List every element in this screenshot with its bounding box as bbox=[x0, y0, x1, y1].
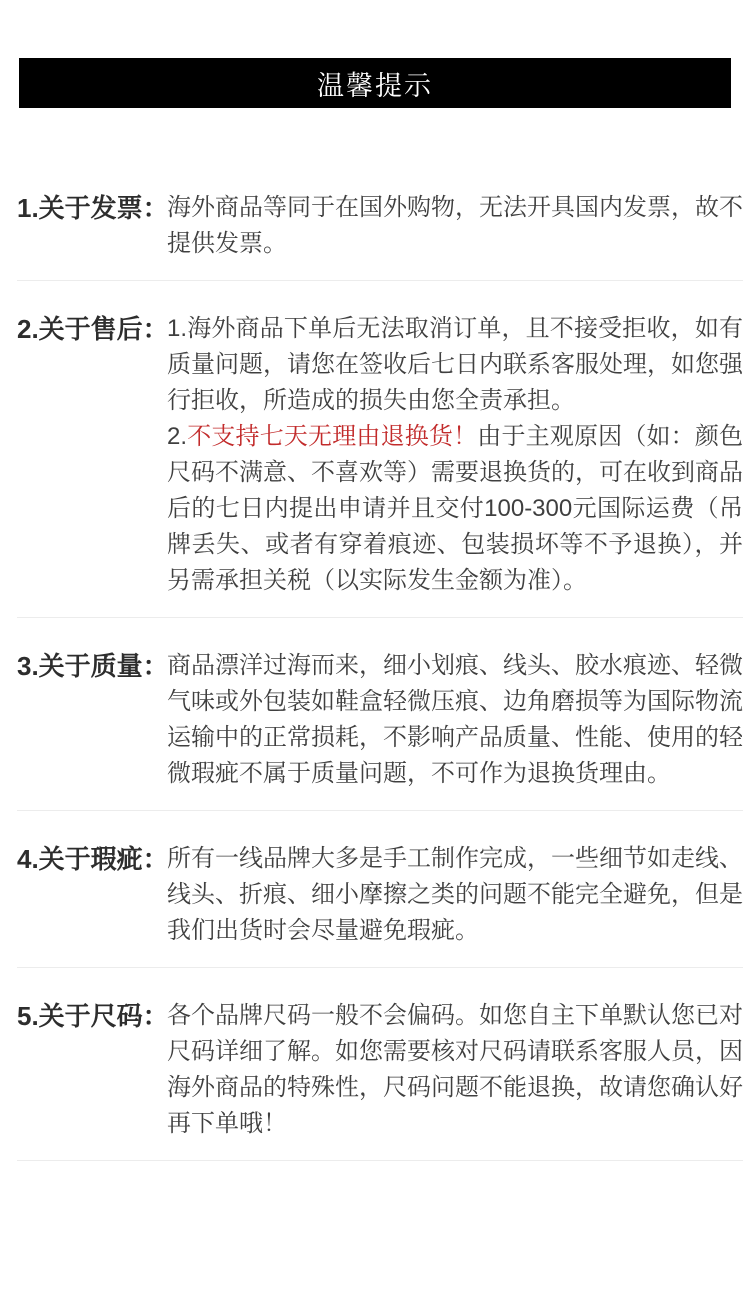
notice-section bbox=[17, 190, 743, 281]
section-label: 3.关于质量： bbox=[17, 651, 169, 681]
red-text-run: 不支持七天无理由退换货！ bbox=[187, 423, 478, 450]
section-content bbox=[167, 648, 743, 792]
section-label: 5.关于尺码： bbox=[17, 1001, 169, 1031]
paragraph bbox=[167, 648, 743, 792]
section-content bbox=[167, 998, 743, 1142]
paragraph bbox=[167, 841, 743, 949]
bottom-whitespace bbox=[0, 1161, 750, 1251]
text-run: 所有一线品牌大多是手工制作完成，一些细节如走线、线头、折痕、细小摩擦之类的问题不能完全避免，但是我们出货时会尽量避免瑕疵。 bbox=[167, 845, 743, 944]
section-content bbox=[167, 190, 743, 262]
text-run: 海外商品等同于在国外购物，无法开具国内发票，故不提供发票。 bbox=[167, 194, 743, 257]
section-content bbox=[167, 311, 743, 599]
notice-section bbox=[17, 968, 743, 1161]
tips-banner bbox=[19, 58, 731, 108]
section-label: 4.关于瑕疵： bbox=[17, 844, 169, 874]
paragraph bbox=[167, 311, 743, 419]
notice-section bbox=[17, 618, 743, 811]
notice-section bbox=[17, 281, 743, 618]
notice-section bbox=[17, 811, 743, 968]
notice-sections bbox=[0, 190, 750, 1161]
paragraph bbox=[167, 419, 743, 599]
text-run: 各个品牌尺码一般不会偏码。如您自主下单默认您已对尺码详细了解。如您需要核对尺码请联系客服人员，因海外商品的特殊性，尺码问题不能退换，故请您确认好再下单哦！ bbox=[167, 1002, 743, 1137]
section-label: 2.关于售后： bbox=[17, 314, 169, 344]
text-run: 1.海外商品下单后无法取消订单，且不接受拒收，如有质量问题，请您在签收后七日内联系客服处理，如您强行拒收，所造成的损失由您全责承担。 bbox=[167, 315, 743, 414]
section-label: 1.关于发票： bbox=[17, 193, 169, 223]
paragraph bbox=[167, 190, 743, 262]
text-run: 由于主观原因（如：颜色尺码不满意、不喜欢等）需要退换货的，可在收到商品后的七日内提出申请并且交付100-300元国际运费（吊牌丢失、或者有穿着痕迹、包装损坏等不予退换），并另需承担关税（以实际发生金额为准）。 bbox=[167, 423, 744, 594]
section-content bbox=[167, 841, 743, 949]
paragraph bbox=[167, 998, 743, 1142]
text-run: 2. bbox=[167, 423, 188, 450]
banner-title: 温馨提示 bbox=[317, 70, 433, 101]
text-run: 商品漂洋过海而来，细小划痕、线头、胶水痕迹、轻微气味或外包装如鞋盒轻微压痕、边角磨损等为国际物流运输中的正常损耗，不影响产品质量、性能、使用的轻微瑕疵不属于质量问题，不可作为退换货理由。 bbox=[167, 652, 743, 787]
